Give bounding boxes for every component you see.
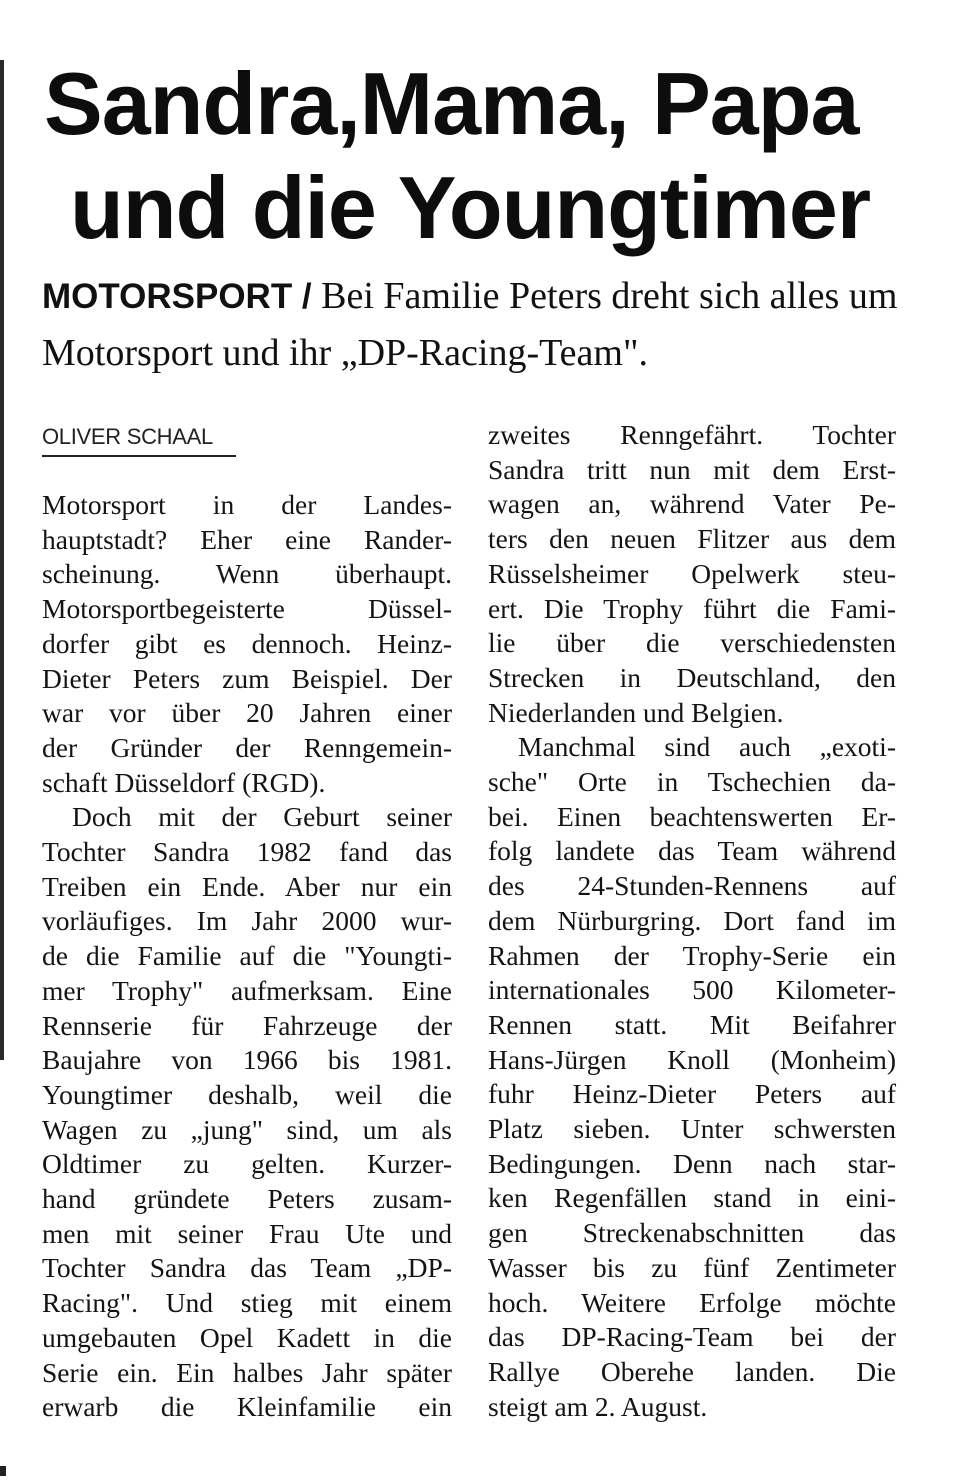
article-text-line: Rüsselsheimer Opelwerk steu- — [488, 557, 896, 589]
article-text-line: folg landete das Team während — [488, 835, 896, 867]
article-text-line: dem Nürburgring. Dort fand im — [488, 904, 896, 936]
scan-edge-line — [0, 60, 4, 1060]
article-text-line: Youngtimer deshalb, weil die — [42, 1078, 452, 1110]
article-text-line: Rennen statt. Mit Beifahrer — [488, 1008, 896, 1040]
subhead-kicker: MOTORSPORT / — [42, 277, 312, 316]
article-text-line: Strecken in Deutschland, den — [488, 661, 896, 693]
article-headline — [44, 52, 924, 260]
article-column-right — [488, 418, 896, 1424]
article-text-line: ken Regenfällen stand in eini- — [488, 1182, 896, 1214]
article-text-line: steigt am 2. August. — [488, 1390, 708, 1422]
article-text-line: internationales 500 Kilometer- — [488, 974, 896, 1006]
article-text-line: wagen an, während Vater Pe- — [488, 488, 896, 520]
article-text-line: Baujahre von 1966 bis 1981. — [42, 1044, 452, 1076]
article-column-left — [42, 488, 452, 1425]
article-text-line: zweites Renngefährt. Tochter — [488, 419, 896, 450]
article-text-line: Manchmal sind auch „exoti- — [518, 731, 896, 763]
article-text-line: Motorsportbegeisterte Düssel- — [42, 593, 452, 625]
article-subhead — [42, 268, 922, 381]
article-text-line: fuhr Heinz-Dieter Peters auf — [488, 1078, 896, 1110]
article-text-line: ert. Die Trophy führt die Fami- — [488, 592, 896, 624]
article-text-line: Tochter Sandra 1982 fand das — [42, 836, 452, 868]
article-text-line: Bedingungen. Denn nach star- — [488, 1147, 896, 1179]
article-text-line: lie über die verschiedensten — [488, 627, 896, 659]
article-text-line: das DP-Racing-Team bei der — [488, 1321, 896, 1353]
article-text-line: des 24-Stunden-Rennens auf — [488, 870, 896, 902]
article-text-line: Rennserie für Fahrzeuge der — [42, 1009, 452, 1041]
article-text-line: Treiben ein Ende. Aber nur ein — [42, 870, 452, 902]
article-text-line: Rallye Oberehe landen. Die — [488, 1355, 896, 1387]
article-text-line: Rahmen der Trophy-Serie ein — [488, 939, 896, 971]
headline-line-2: und die Youngtimer — [70, 158, 871, 257]
article-text-line: Doch mit der Geburt seiner — [72, 801, 452, 833]
article-text-line: Racing". Und stieg mit einem — [42, 1287, 452, 1319]
article-text-line: gen Streckenabschnitten das — [488, 1217, 896, 1249]
article-text-line: ters den neuen Flitzer aus dem — [488, 523, 896, 555]
article-text-line: Oldtimer zu gelten. Kurzer- — [42, 1148, 452, 1180]
article-text-line: vorläufiges. Im Jahr 2000 wur- — [42, 905, 452, 937]
article-text-line: de die Familie auf die "Youngti- — [42, 940, 452, 972]
article-text-line: hauptstadt? Eher eine Rander- — [42, 523, 452, 555]
byline-underline — [42, 455, 236, 457]
article-text-line: bei. Einen beachtenswerten Er- — [488, 800, 896, 832]
article-text-line: mer Trophy" aufmerksam. Eine — [42, 974, 452, 1006]
subhead-text: Bei Familie Peters dreht sich alles um Motorsport und ihr „DP-Racing-Team". — [42, 275, 898, 374]
article-text-line: Motorsport in der Landes- — [42, 489, 452, 520]
article-text-line: Tochter Sandra das Team „DP- — [42, 1252, 452, 1284]
article-text-line: schaft Düsseldorf (RGD). — [42, 766, 326, 798]
scan-edge-mark — [0, 1466, 6, 1476]
article-text-line: Wasser bis zu fünf Zentimeter — [488, 1251, 896, 1283]
headline-line-1: Sandra,Mama, Papa — [44, 54, 859, 153]
article-text-line: Wagen zu „jung" sind, um als — [42, 1113, 452, 1145]
article-text-line: Sandra tritt nun mit dem Erst- — [488, 453, 896, 485]
article-text-line: hoch. Weitere Erfolge möchte — [488, 1286, 896, 1318]
article-text-line: Hans-Jürgen Knoll (Monheim) — [488, 1043, 896, 1075]
article-text-line: hand gründete Peters zusam- — [42, 1183, 452, 1215]
article-text-line: war vor über 20 Jahren einer — [42, 697, 452, 729]
article-text-line: erwarb die Kleinfamilie ein — [42, 1391, 452, 1423]
article-text-line: dorfer gibt es dennoch. Heinz- — [42, 627, 452, 659]
author-byline: OLIVER SCHAAL — [42, 424, 213, 449]
article-text-line: sche" Orte in Tschechien da- — [488, 766, 896, 798]
article-text-line: Serie ein. Ein halbes Jahr später — [42, 1356, 452, 1388]
article-text-line: umgebauten Opel Kadett in die — [42, 1321, 452, 1353]
article-text-line: Platz sieben. Unter schwersten — [488, 1113, 896, 1145]
article-text-line: men mit seiner Frau Ute und — [42, 1217, 452, 1249]
article-text-line: der Gründer der Renngemein- — [42, 731, 452, 763]
article-text-line: Dieter Peters zum Beispiel. Der — [42, 662, 452, 694]
article-text-line: scheinung. Wenn überhaupt. — [42, 558, 452, 590]
article-text-line: Niederlanden und Belgien. — [488, 696, 784, 728]
